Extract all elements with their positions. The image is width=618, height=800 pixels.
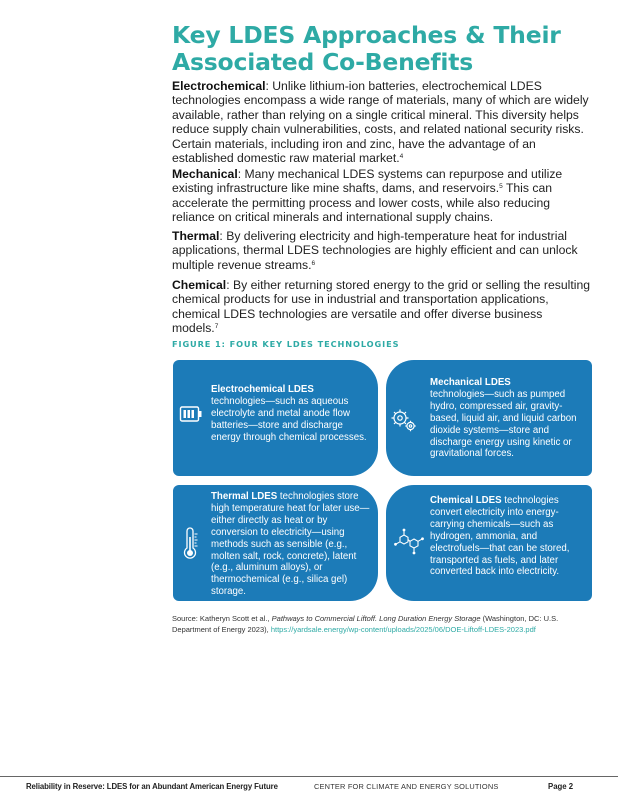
footer-organization: CENTER FOR CLIMATE AND ENERGY SOLUTIONS — [314, 782, 499, 791]
thermometer-icon — [181, 527, 201, 565]
quadrant-electrochemical — [173, 360, 378, 476]
page-title-line-1: Key LDES Approaches & Their — [172, 21, 561, 49]
quadrant-mechanical-text — [430, 377, 588, 460]
paragraph-chemical — [172, 278, 592, 336]
quadrant-thermal — [173, 485, 378, 601]
page-title-line-2: Associated Co-Benefits — [172, 48, 474, 76]
paragraph-thermal — [172, 229, 592, 272]
paragraph-chemical-text: : By either returning stored energy to the grid or selling the resulting chemical products for use in industrial and transportation applications, chemical LDES technologies are versatile and offer diverse business models. — [172, 278, 590, 336]
footnote-ref-5[interactable]: 5 — [499, 183, 503, 191]
source-title: Pathways to Commercial Liftoff. Long Duration Energy Storage — [271, 614, 481, 623]
footnote-ref-6[interactable]: 6 — [311, 259, 316, 267]
quadrant-chemical-text — [430, 495, 588, 578]
term-thermal: Thermal — [172, 229, 220, 243]
footnote-ref-4[interactable]: 4 — [399, 153, 404, 161]
quadrant-chemical-title: Chemical LDES — [430, 495, 502, 506]
footer-report-title: Reliability in Reserve: LDES for an Abundant American Energy Future — [26, 782, 278, 791]
quadrant-electrochemical-title: Electrochemical LDES — [211, 384, 314, 395]
quadrant-mechanical — [386, 360, 592, 476]
source-prefix: Source: Katheryn Scott et al., — [172, 614, 272, 623]
quadrant-mechanical-title: Mechanical LDES — [430, 377, 511, 388]
quadrant-chemical-body: technologies convert electricity into energy-carrying chemicals—such as hydrogen, ammonia, and electrofuels—that can be stored, transported as fuels, and later converted back into electricity. — [430, 495, 570, 578]
paragraph-mechanical-text-2: This can accelerate the permitting process and lower costs, while also reducing reliance on critical minerals and international supply chains. — [172, 181, 553, 225]
term-chemical: Chemical — [172, 278, 227, 292]
gears-icon — [389, 404, 419, 438]
paragraph-mechanical-text: : Many mechanical LDES systems can repurpose and utilize existing infrastructure like mine shafts, dams, and reservoirs. — [172, 167, 563, 196]
quadrant-electrochemical-text — [211, 384, 371, 444]
molecule-icon — [394, 527, 424, 559]
footer-divider — [0, 776, 618, 777]
paragraph-electrochemical-text: : Unlike lithium-ion batteries, electrochemical LDES technologies encompass a wide range of materials, many of which are widely available, rather than relying on a single critical mineral. This diversity helps reduce supply chain vulnerabilities, costs, and related national security risks. Certain materials, including iron and zinc, have the advantage of an established domestic raw material market. — [172, 79, 589, 166]
paragraph-thermal-text: : By delivering electricity and high-temperature heat for industrial applications, thermal LDES technologies are highly efficient and can unlock multiple revenue streams. — [172, 229, 578, 272]
source-link[interactable]: https://yardsale.energy/wp-content/uploads/2025/06/DOE-Liftoff-LDES-2023.pdf — [270, 624, 536, 634]
quadrant-thermal-text — [211, 491, 373, 598]
footnote-ref-7[interactable]: 7 — [214, 323, 219, 331]
quadrant-mechanical-body: technologies—such as pumped hydro, compressed air, gravity-based, liquid air, and liquid carbon dioxide systems—store and discharge energy using kinetic or gravitational forces. — [430, 388, 577, 460]
source-suffix: (Washington, DC: U.S. Department of Energy 2023), — [172, 614, 559, 634]
figure-source — [172, 614, 592, 636]
quadrant-chemical — [386, 485, 592, 601]
paragraph-mechanical — [172, 167, 592, 225]
page-title — [172, 22, 592, 76]
quadrant-thermal-title: Thermal LDES — [211, 491, 278, 502]
term-mechanical: Mechanical — [172, 167, 238, 181]
paragraph-electrochemical — [172, 79, 592, 165]
footer-page-number: Page 2 — [548, 782, 574, 791]
term-electrochemical: Electrochemical — [172, 79, 266, 93]
quadrant-electrochemical-body: technologies—such as aqueous electrolyte and metal anode flow batteries—store and discharge energy through chemical processes. — [211, 395, 367, 443]
quadrant-thermal-body: technologies store high temperature heat for later use—either directly as heat or by conversion to electricity—using methods such as sensible (e.g., molten salt, rock, concrete), latent (e.g., aluminum alloys), or thermochemical (e.g., silica gel) storage. — [211, 491, 370, 598]
figure-caption: FIGURE 1: FOUR KEY LDES TECHNOLOGIES — [172, 339, 400, 349]
battery-icon — [179, 404, 203, 428]
